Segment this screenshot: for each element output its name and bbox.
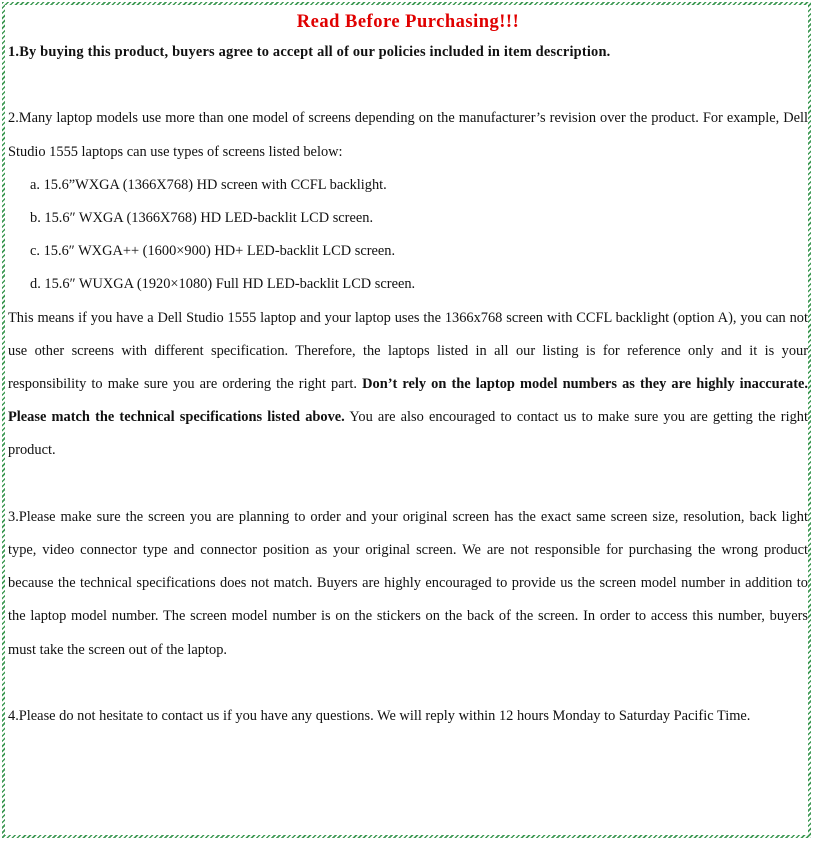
screen-option-d: d. 15.6″ WUXGA (1920×1080) Full HD LED-backlit LCD screen. bbox=[30, 276, 416, 293]
screen-option-c: c. 15.6″ WXGA++ (1600×900) HD+ LED-backlit LCD screen. bbox=[30, 243, 396, 260]
screen-option-a: a. 15.6”WXGA (1366X768) HD screen with CCFL backlight. bbox=[30, 176, 387, 193]
screen-options-list bbox=[8, 169, 808, 302]
policy-2-body bbox=[8, 302, 808, 468]
notice-title: Read Before Purchasing!!! bbox=[296, 12, 520, 32]
policy-3-screen-match: 3.Please make sure the screen you are planning to order and your original screen has the exact same screen size, resolution, back light type, video connector type and connector position as your original screen. We are not responsible for purchasing the wrong product because the technical specifications does not match. Buyers are highly encouraged to provide us the screen model number in addition to the laptop model number. The screen model number is on the stickers on the back of the screen. In order to access this number, buyers must take the screen out of the laptop. bbox=[8, 508, 808, 658]
policy-2-contact: You are also encouraged to contact us to make sure you are getting the right product. bbox=[8, 409, 808, 459]
policy-4-contact: 4.Please do not hesitate to contact us if you have any questions. We will reply within 12 hours Monday to Saturday Pacific Time. bbox=[8, 708, 751, 725]
spacer bbox=[8, 69, 808, 102]
screen-option-b: b. 15.6″ WXGA (1366X768) HD LED-backlit LCD screen. bbox=[30, 210, 374, 226]
spacer bbox=[8, 667, 808, 700]
policy-2-warning: Don’t rely on the laptop model numbers as they are highly inaccurate. Please match the technical specifications listed above. bbox=[8, 376, 808, 426]
policy-notice bbox=[8, 8, 808, 733]
policy-2-intro: 2.Many laptop models use more than one model of screens depending on the manufacturer’s revision over the product. For example, Dell Studio 1555 laptops can use types of screens listed below: bbox=[8, 110, 808, 160]
policy-2-explanation: This means if you have a Dell Studio 1555 laptop and your laptop uses the 1366x768 screen with CCFL backlight (option A), you can not use other screens with different specification. Therefore, the laptops listed in all our listing is for reference only and it is your responsibility to make sure you are ordering the right part. bbox=[8, 309, 808, 393]
policy-1-acceptance: 1.By buying this product, buyers agree to accept all of our policies included in item description. bbox=[8, 44, 611, 60]
spacer bbox=[8, 468, 808, 501]
